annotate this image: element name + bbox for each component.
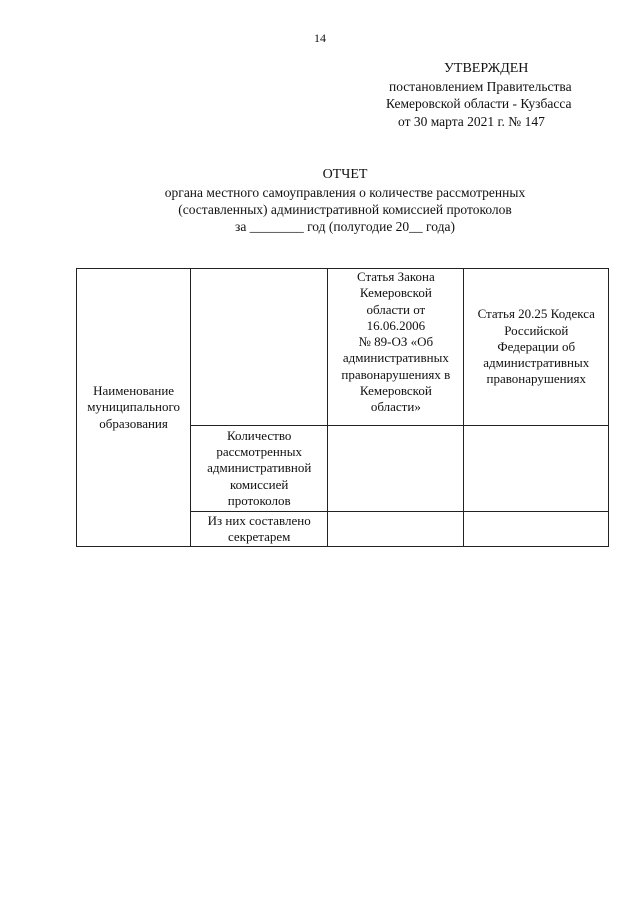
regional-law-header-cell: Статья Закона Кемеровской области от 16.06.2006 № 89-ОЗ «Об административных правонарушениях в Кемеровской области» — [328, 269, 464, 426]
reviewed-federal-value-cell — [464, 426, 609, 512]
municipality-header-cell: Наименование муниципального образования — [77, 269, 191, 547]
empty-corner-cell — [191, 269, 328, 426]
report-subtitle-line2: (составленных) административной комиссией протоколов — [178, 202, 512, 217]
approval-line-decree: постановлением Правительства — [389, 78, 572, 94]
approval-line-date: от 30 марта 2021 г. № 147 — [398, 113, 545, 129]
reviewed-protocols-label: Количество рассмотренных административной комиссией протоколов — [191, 426, 328, 512]
drafted-federal-value-cell — [464, 512, 609, 547]
approval-title: УТВЕРЖДЕН — [444, 61, 529, 76]
report-heading — [80, 166, 610, 235]
report-title: ОТЧЕТ — [322, 167, 368, 182]
reviewed-regional-value-cell — [328, 426, 464, 512]
federal-code-header-cell: Статья 20.25 Кодекса Российской Федерации об административных правонарушениях — [464, 269, 609, 426]
approval-stamp — [380, 60, 620, 130]
approval-line-region: Кемеровской области - Кузбасса — [386, 96, 572, 111]
drafted-regional-value-cell — [328, 512, 464, 547]
report-subtitle-line3: за ________ год (полугодие 20__ года) — [235, 219, 455, 234]
report-table — [76, 268, 609, 547]
drafted-by-secretary-label: Из них составлено секретарем — [191, 512, 328, 547]
page-number: 14 — [314, 31, 326, 45]
report-subtitle-line1: органа местного самоуправления о количестве рассмотренных — [164, 185, 526, 200]
table-header-row — [77, 269, 609, 426]
